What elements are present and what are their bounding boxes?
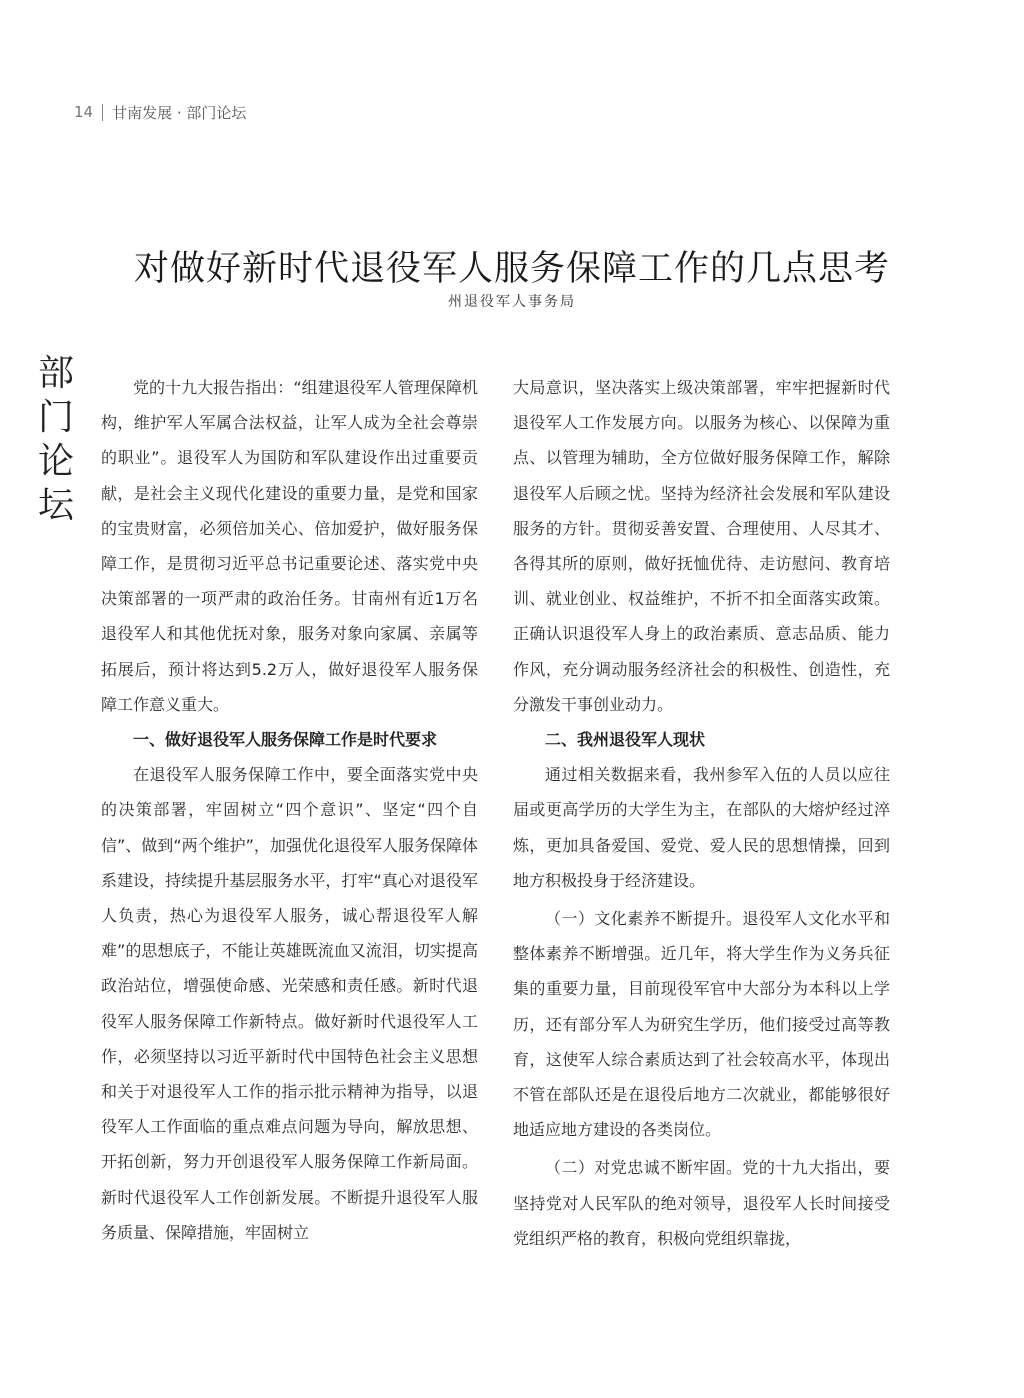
paragraph: 在退役军人服务保障工作中，要全面落实党中央的决策部署，牢固树立“四个意识”、坚定“四个自信”、做到“两个维护”，加强优化退役军人服务保障体系建设，持续提升基层服务水平，打牢“真心对退役军人负责，热心为退役军人服务，诚心帮退役军人解难”的思想底子，不能让英雄既流血又流泪，切实提高政治站位，增强使命感、光荣感和责任感。新时代退役军人服务保障工作新特点。做好新时代退役军人工作，必须坚持以习近平新时代中国特色社会主义思想和关于对退役军人工作的指示批示精神为指导，以退役军人工作面临的重点难点问题为导向，解放思想、开拓创新，努力开创退役军人服务保障工作新局面。新时代退役军人工作创新发展。不断提升退役军人服务质量、保障措施，牢固树立	[101, 765, 478, 1242]
paragraph: 党的十九大报告指出：“组建退役军人管理保障机构，维护军人军属合法权益，让军人成为全社会尊崇的职业”。退役军人为国防和军队建设作出过重要贡献，是社会主义现代化建设的重要力量，是党和国家的宝贵财富，必须倍加关心、倍加爱护，做好服务保障工作，是贯彻习近平总书记重要论述、落实党中央决策部署的一项严肃的政治任务。甘南州有近1万名退役军人和其他优抚对象，服务对象向家属、亲属等拓展后，预计将达到5.2万人，做好退役军人服务保障工作意义重大。	[101, 378, 478, 714]
left-column	[101, 370, 478, 1250]
article-title: 对做好新时代退役军人服务保障工作的几点思考	[133, 249, 890, 290]
paragraph: （一）文化素养不断提升。退役军人文化水平和整体素养不断增强。近几年，将大学生作为义务兵征集的重要力量，目前现役军官中大部分为本科以上学历，还有部分军人为研究生学历，他们接受过高等教育，这使军人综合素质达到了社会较高水平，体现出不管在部队还是在退役后地方二次就业，都能够很好地适应地方建设的各类岗位。	[513, 909, 890, 1140]
article-author: 州退役军人事务局	[448, 294, 576, 310]
paragraph-continued: 大局意识，坚决落实上级决策部署，牢牢把握新时代退役军人工作发展方向。以服务为核心、以保障为重点、以管理为辅助，全方位做好服务保障工作，解除退役军人后顾之忧。坚持为经济社会发展和军队建设服务的方针。贯彻妥善安置、合理使用、人尽其才、各得其所的原则，做好抚恤优待、走访慰问、教育培训、就业创业、权益维护，不折不扣全面落实政策。正确认识退役军人身上的政治素质、意志品质、能力作风，充分调动服务经济社会的积极性、创造性，充分激发干事创业动力。	[513, 378, 890, 714]
paragraph: （二）对党忠诚不断牢固。党的十九大指出，要坚持党对人民军队的绝对领导，退役军人长时间接受党组织严格的教育，积极向党组织靠拢，	[513, 1158, 890, 1248]
section-name: 甘南发展 · 部门论坛	[112, 103, 247, 122]
right-column	[513, 370, 890, 1256]
paragraph: 通过相关数据来看，我州参军入伍的人员以应往届或更高学历的大学生为主，在部队的大熔炉经过淬炼，更加具备爱国、爱党、爱人民的思想情操，回到地方积极投身于经济建设。	[513, 765, 890, 890]
running-header	[74, 101, 246, 123]
page-number: 14	[74, 103, 94, 121]
section-heading: 二、我州退役军人现状	[545, 730, 706, 750]
section-heading: 一、做好退役军人服务保障工作是时代要求	[133, 730, 438, 750]
header-divider	[102, 104, 103, 121]
column-side-label: 部门论坛	[37, 353, 74, 526]
